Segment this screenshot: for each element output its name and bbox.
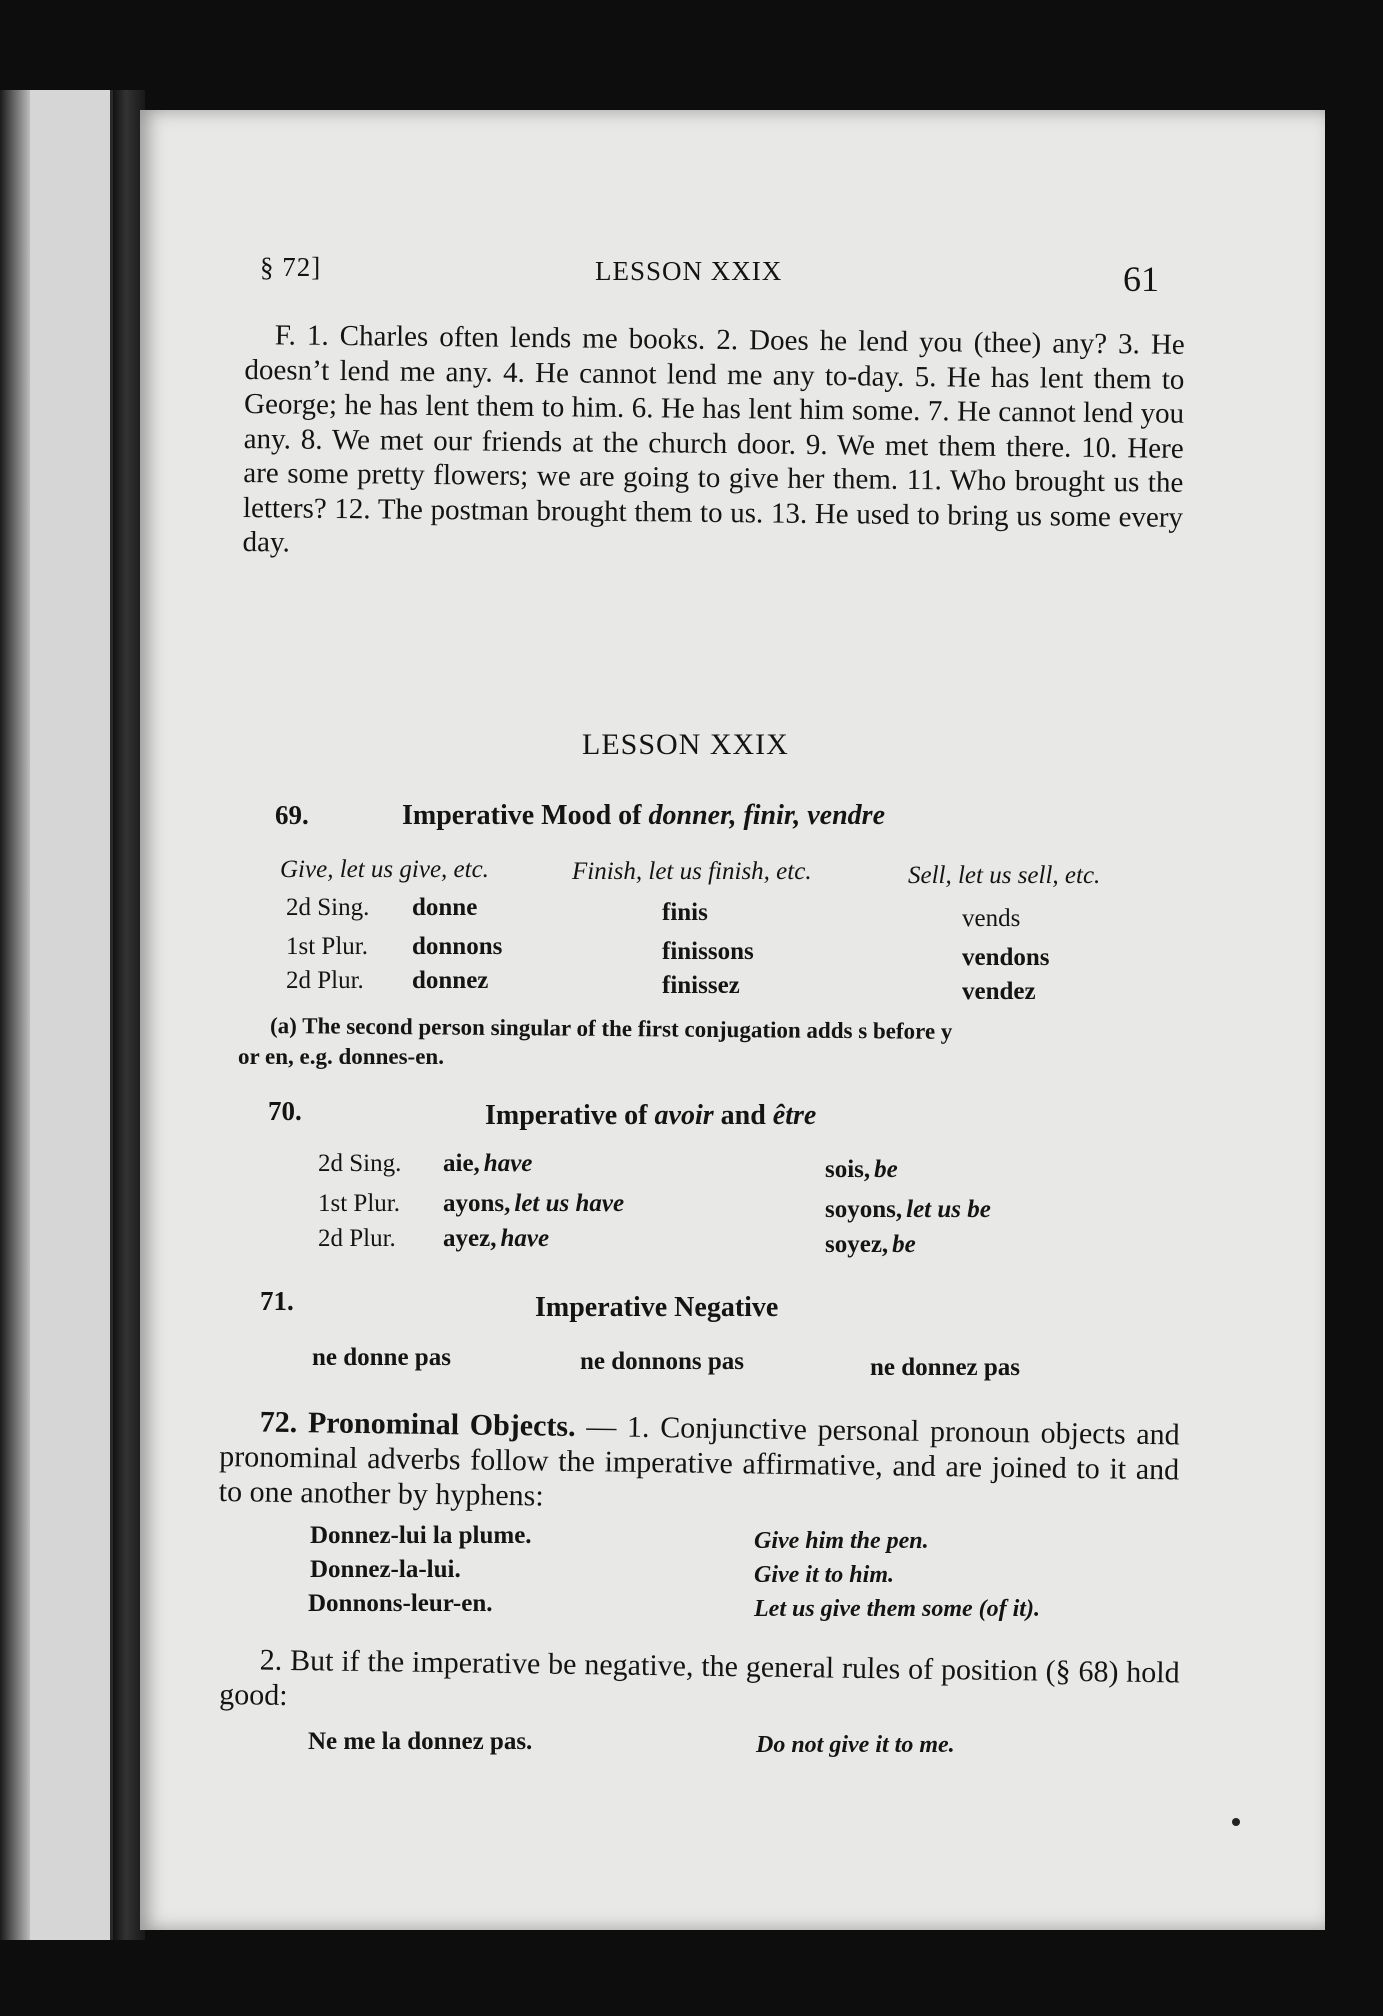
conj-person: 2d Plur. <box>318 1225 396 1252</box>
conj-form: donnons <box>412 933 503 960</box>
adjacent-page-edge <box>0 90 113 1940</box>
col-head-donner: Give, let us give, etc. <box>280 856 489 883</box>
header-section-ref: § 72] <box>260 252 322 282</box>
section-70-title-text: Imperative of <box>485 1100 655 1131</box>
example-english: Do not give it to me. <box>756 1732 955 1758</box>
section-70-title <box>485 1100 816 1132</box>
section-69-title-text: Imperative Mood of <box>402 800 649 831</box>
avoir-form: ayons, <box>443 1190 511 1217</box>
etre-form: soyons, <box>825 1196 903 1223</box>
example-french: Donnez-la-lui. <box>310 1556 461 1583</box>
lesson-title: LESSON XXIX <box>582 728 789 761</box>
col-head-finir: Finish, let us finish, etc. <box>572 858 812 885</box>
etre-form: soyez, <box>825 1231 889 1258</box>
conj-person: 2d Plur. <box>286 967 364 994</box>
example-french: Ne me la donnez pas. <box>308 1728 533 1755</box>
section-72-paragraph-2: 2. But if the imperative be negative, the general rules of position (§ 68) hold good: <box>219 1643 1180 1712</box>
conj-form: finissons <box>662 938 754 965</box>
conj-person: 2d Sing. <box>286 894 370 921</box>
etre-gloss: let us be <box>906 1196 991 1223</box>
avoir-form-cell <box>443 1225 549 1253</box>
section-70-title-etre: être <box>772 1100 817 1131</box>
avoir-form: aie, <box>443 1150 480 1177</box>
header-running-title: LESSON XXIX <box>595 256 783 286</box>
section-72-text: — 1. Conjunctive personal pronoun objects and pronominal adverbs follow the imperative affirmative, and are joined to it and to one another by hyphens: <box>218 1409 1180 1513</box>
section-69-number: 69. <box>275 800 309 830</box>
etre-form-cell <box>825 1196 991 1224</box>
negative-form: ne donne pas <box>312 1344 451 1371</box>
section-70-title-avoir: avoir <box>654 1100 714 1131</box>
avoir-gloss: let us have <box>514 1190 625 1217</box>
exercise-f-paragraph: F. 1. Charles often lends me books. 2. Does he lend you (thee) any? 3. He doesn’t lend me any. 4. He cannot lend me any to-day. 5. He has lent them to George; he has lent them to him. 6. He has lent him some. 7. He cannot lend you any. 8. We met our friends at the church door. 9. We met them there. 10. Here are some pretty flowers; we are going to give her them. 11. Who brought us the letters? 12. The postman brought them to us. 13. He used to bring us some every day. <box>242 319 1185 559</box>
section-69-title <box>402 800 885 832</box>
avoir-form-cell <box>443 1190 624 1218</box>
section-71-title: Imperative Negative <box>535 1292 779 1323</box>
etre-form-cell <box>825 1231 916 1259</box>
section-71-number: 71. <box>260 1286 294 1316</box>
section-72-paragraph-1 <box>219 1404 1180 1522</box>
avoir-gloss: have <box>500 1225 550 1252</box>
example-english: Give him the pen. <box>754 1528 929 1554</box>
section-69-note-line1: (a) The second person singular of the first conjugation adds s before y <box>269 1013 953 1044</box>
example-english: Give it to him. <box>754 1562 894 1588</box>
example-french: Donnez-lui la plume. <box>310 1522 532 1549</box>
conj-form: finissez <box>662 972 740 999</box>
conj-form: finis <box>662 899 708 926</box>
col-head-vendre: Sell, let us sell, etc. <box>908 862 1101 889</box>
avoir-form: ayez, <box>443 1225 497 1252</box>
conj-person: 2d Sing. <box>318 1150 402 1177</box>
conj-form: donne <box>412 894 478 921</box>
conj-person: 1st Plur. <box>318 1190 400 1217</box>
section-69-note-line2: or en, e.g. donnes-en. <box>238 1044 444 1069</box>
page-number: 61 <box>1123 259 1159 299</box>
section-72-heading: 72. Pronominal Objects. <box>259 1405 576 1443</box>
conj-form: vends <box>962 905 1021 932</box>
section-70-title-and: and <box>713 1100 773 1131</box>
etre-form: sois, <box>825 1156 871 1183</box>
etre-form-cell <box>825 1156 898 1184</box>
print-speck <box>1232 1818 1240 1826</box>
negative-form: ne donnons pas <box>580 1348 744 1375</box>
example-english: Let us give them some (of it). <box>754 1596 1040 1622</box>
book-page <box>140 110 1325 1930</box>
conj-person: 1st Plur. <box>286 933 368 960</box>
avoir-gloss: have <box>483 1150 533 1177</box>
conj-form: vendons <box>962 944 1050 971</box>
conj-form: donnez <box>412 967 489 994</box>
section-69-title-verbs: donner, finir, vendre <box>648 800 885 831</box>
conj-form: vendez <box>962 978 1036 1005</box>
etre-gloss: be <box>892 1231 916 1258</box>
example-french: Donnons-leur-en. <box>308 1590 493 1617</box>
etre-gloss: be <box>874 1156 898 1183</box>
negative-form: ne donnez pas <box>870 1354 1021 1381</box>
avoir-form-cell <box>443 1150 532 1178</box>
section-70-number: 70. <box>268 1096 302 1126</box>
